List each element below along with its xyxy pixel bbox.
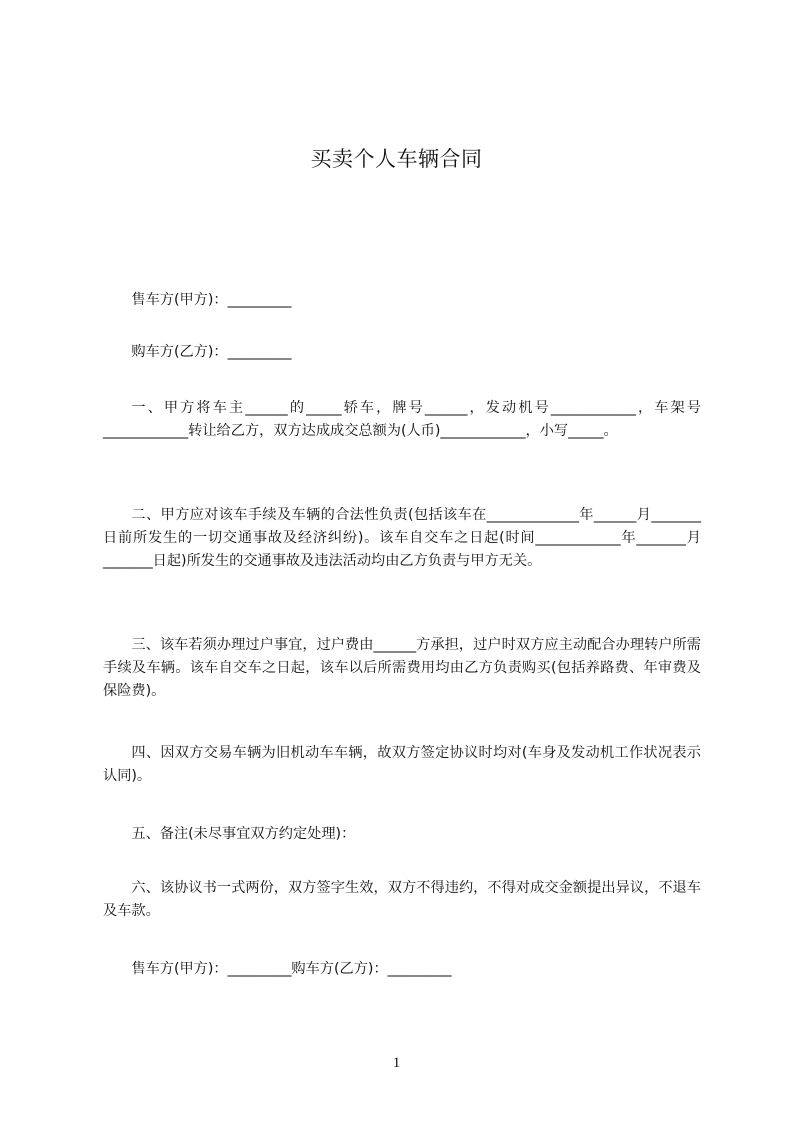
page-number: 1: [392, 1055, 401, 1071]
clause-1: 一、甲方将车主______的_____轿车，牌号______，发动机号____________，车架号____________转让给乙方，双方达成成交总额为(人币)____________，小写_____。: [103, 400, 701, 439]
clause-5: 五、备注(未尽事宜双方约定处理)：: [131, 826, 356, 842]
seller-line: 售车方(甲方)：_________: [131, 292, 292, 308]
clause-2: 二、甲方应对该车手续及车辆的合法性负责(包括该车在_____________年______月_______日前所发生的一切交通事故及经济纠纷)。该车自交车之日起(时间____________年_______月_______日起)所发生的交通事故及违法活动均由乙方负责与甲方无关。: [103, 507, 701, 569]
clause-4: 四、因双方交易车辆为旧机动车车辆，故双方签定协议时均对(车身及发动机工作状况表示认同)。: [103, 745, 701, 784]
document-title: 买卖个人车辆合同: [310, 147, 483, 171]
clause-6: 六、该协议书一式两份，双方签字生效，双方不得违约，不得对成交金额提出异议，不退车及车款。: [103, 880, 701, 919]
clause-3: 三、该车若须办理过户事宜，过户费由______方承担，过户时双方应主动配合办理转户所需手续及车辆。该车自交车之日起，该车以后所需费用均由乙方负责购买(包括养路费、年审费及保险费)。: [103, 637, 701, 699]
buyer-line: 购车方(乙方)：_________: [131, 344, 292, 360]
signature-line: 售车方(甲方)：_________购车方(乙方)：_________: [131, 961, 452, 977]
